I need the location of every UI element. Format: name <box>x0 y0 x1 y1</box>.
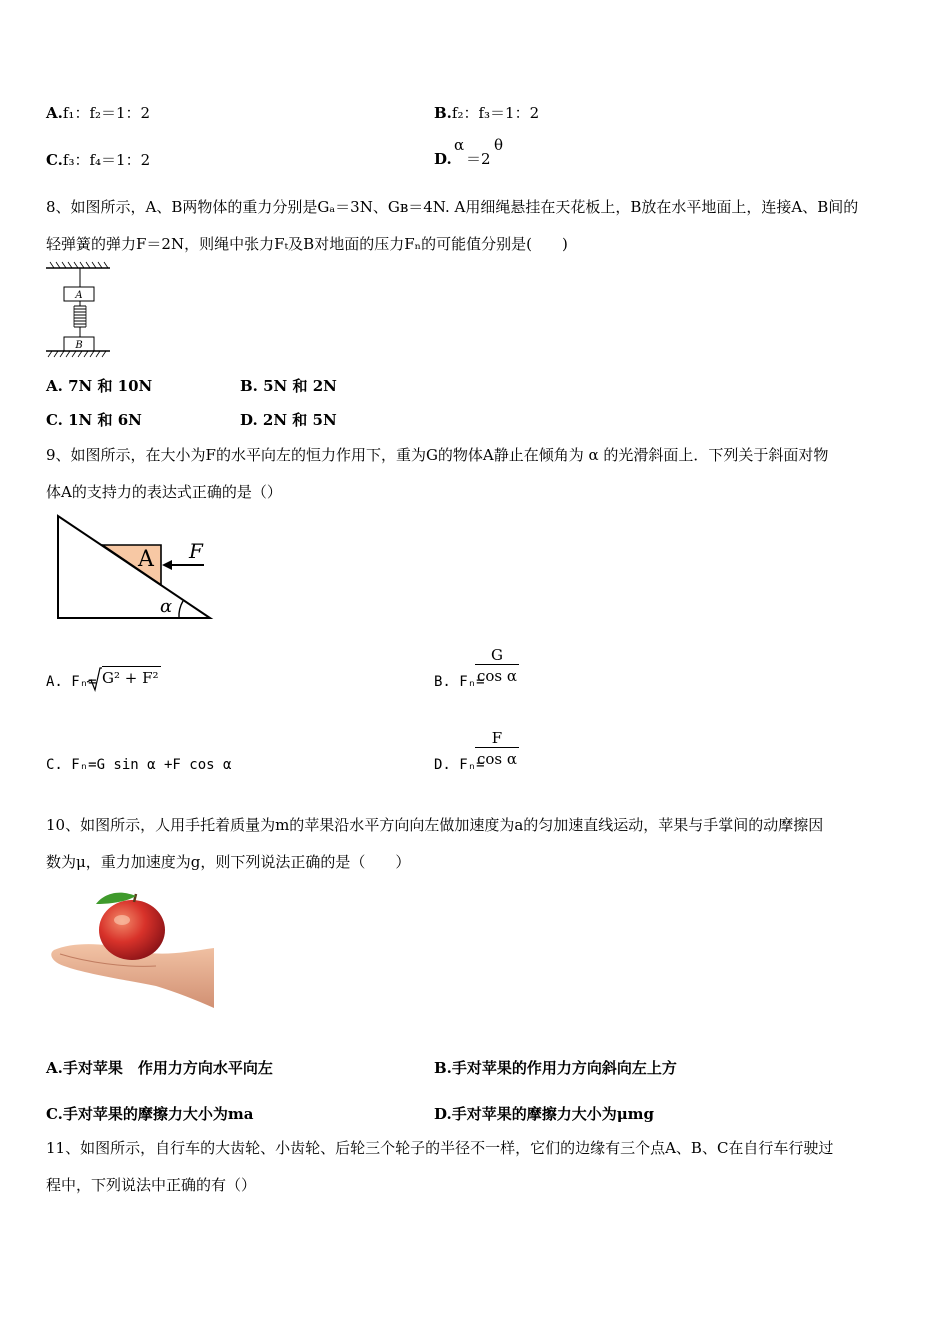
sqrt-sign <box>86 666 102 692</box>
incline-diagram <box>56 514 214 620</box>
denominator: cos α <box>475 747 519 768</box>
option-text: f₃：f₄＝1：2 <box>62 151 151 169</box>
q10-option-b[interactable]: B.手对苹果的作用力方向斜向左上方 <box>434 1059 677 1077</box>
q8-option-a[interactable]: A. 7N 和 10N <box>46 377 153 395</box>
angle-label: α <box>160 596 173 617</box>
q9-option-d[interactable] <box>434 729 544 775</box>
spring-coil <box>74 306 86 327</box>
q8-option-c[interactable]: C. 1N 和 6N <box>46 411 142 429</box>
q10-stem-line2: 数为μ，重力加速度为g，则下列说法正确的是（ ） <box>46 853 411 871</box>
theta-symbol: θ <box>494 136 504 154</box>
option-label: A. <box>46 104 63 122</box>
q9-option-b[interactable] <box>434 646 544 692</box>
q10-stem-line1: 10、如图所示，人用手托着质量为m的苹果沿水平方向向左做加速度为a的匀加速直线运动，苹果与手掌间的动摩擦因 <box>46 816 824 834</box>
block-a-label: A <box>75 290 83 301</box>
numerator: G <box>491 646 503 664</box>
q7-option-a[interactable] <box>46 102 150 123</box>
q11-stem-line2: 程中，下列说法中正确的有（） <box>46 1176 257 1194</box>
sqrt-radicand: G² + F² <box>102 666 161 687</box>
q9-option-a[interactable] <box>46 664 246 694</box>
q8-stem-line2: 轻弹簧的弹力F＝2N，则绳中张力Fₜ及B对地面的压力Fₙ的可能值分别是( ) <box>46 235 568 253</box>
equation-text: ＝2 <box>466 150 491 168</box>
spring-diagram <box>44 262 114 358</box>
q7-option-b[interactable] <box>434 102 539 123</box>
q9-stem-line1: 9、如图所示，在大小为F的水平向左的恒力作用下，重为G的物体A静止在倾角为 α 的光滑斜面上．下列关于斜面对物 <box>46 446 829 464</box>
apple-shape <box>99 900 165 960</box>
q9-stem-line2: 体A的支持力的表达式正确的是（） <box>46 483 282 501</box>
fraction <box>475 646 519 685</box>
option-text: f₁：f₂＝1：2 <box>62 104 151 122</box>
option-prefix: D. Fₙ= <box>434 757 485 773</box>
block-a-label: A <box>138 547 154 572</box>
q10-option-a[interactable]: A.手对苹果 作用力方向水平向左 <box>46 1059 273 1077</box>
option-text: f₂：f₃＝1：2 <box>451 104 540 122</box>
option-label: C. <box>46 151 63 169</box>
q10-option-d[interactable]: D.手对苹果的摩擦力大小为μmg <box>434 1105 655 1123</box>
q7-option-d[interactable] <box>434 136 554 168</box>
force-label: F <box>189 539 203 563</box>
q9-option-c[interactable]: C. Fₙ=G sin α +F cos α <box>46 757 232 773</box>
q8-option-b[interactable]: B. 5N 和 2N <box>240 377 337 395</box>
denominator: cos α <box>475 664 519 685</box>
q7-option-c[interactable] <box>46 149 150 170</box>
block-b-label: B <box>75 340 83 351</box>
q8-option-d[interactable]: D. 2N 和 5N <box>240 411 337 429</box>
option-label: D. <box>434 150 452 168</box>
option-prefix: A. Fₙ= <box>46 674 97 690</box>
q8-stem-line1: 8、如图所示，A、B两物体的重力分别是Gₐ＝3N、Gʙ＝4N. A用细绳悬挂在天花板上，B放在水平地面上，连接A、B间的 <box>46 198 859 216</box>
numerator: F <box>491 729 503 747</box>
apple-hand-photo <box>46 882 214 1008</box>
option-prefix: B. Fₙ= <box>434 674 485 690</box>
alpha-symbol: α <box>454 136 465 154</box>
option-label: B. <box>434 104 452 122</box>
q11-stem-line1: 11、如图所示，自行车的大齿轮、小齿轮、后轮三个轮子的半径不一样，它们的边缘有三个点A、B、C在自行车行驶过 <box>46 1139 834 1157</box>
q10-option-c[interactable]: C.手对苹果的摩擦力大小为ma <box>46 1105 254 1123</box>
fraction <box>475 729 519 768</box>
